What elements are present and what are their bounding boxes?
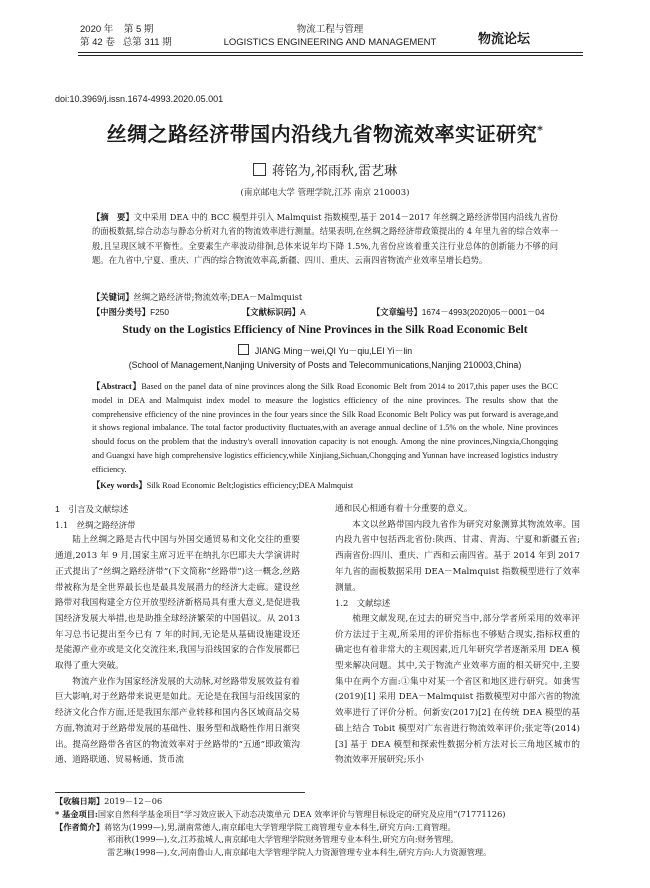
english-abstract-label: 【Abstract】 — [92, 382, 142, 391]
english-keywords-text: Silk Road Economic Belt;logistics efficiency;DEA Malmquist — [146, 481, 354, 490]
english-keywords-label: 【Key words】 — [92, 481, 147, 490]
paragraph: 物流产业作为国家经济发展的大动脉,对丝路带发展效益有着巨大影响,对于丝路带来说更是如此。无论是在我国与沿线国家的经济文化合作方面,还是我国东部产业转移和国内各区域商品交易方面,物流对于丝路带发展的基础性、服务型和战略性作用日渐突出。提高丝路带各省区的物流效率对于丝路带的“五通”即政策沟通、道路联通、贸易畅通、货币流 — [55, 676, 300, 766]
author-box-icon — [253, 163, 266, 176]
author-line — [0, 160, 650, 179]
affiliation: (南京邮电大学 管理学院,江苏 南京 210003) — [240, 188, 410, 198]
abstract-cn — [92, 210, 558, 268]
article-id-value: 1674－4993(2020)05－0001－04 — [421, 307, 545, 317]
title-text: 丝绸之路经济带国内沿线九省物流效率实证研究 — [106, 122, 538, 146]
title-footnote-mark: * — [537, 123, 544, 137]
fund-label: * 基金项目: — [55, 808, 98, 819]
paragraph: 梳理文献发现,在过去的研究当中,部分学者所采用的效率评价方法过于主观,所采用的评价指标也不够贴合现实,指标权重的确定也有着非常大的主观因素,近几年研究学者逐渐采用 DEA 模型来解决问题。其中,关于物流产业效率方面的相关研究中,主要集中在两个方面:①集中对某一个省区和地区进行研究。如龚雪(2019)[1] 采用 DEA－Malmquist 指数模型对中部六省的物流效率进行了评价分析。何新安(2017)[2] 在传统 DEA 模型的基础上结合 Tobit 模型对广东省进行物流效率评价;张定等(2014)[3] 基于 DEA 模型和探索性数据分析方法对长三角地区城市的物流效率开展研究;乐小 — [335, 613, 580, 766]
author-bio-text: 蒋铭为(1999—),男,湖南常德人,南京邮电大学管理学院工商管理专业本科生,研究方向:工商管理。 — [104, 821, 456, 832]
journal-name-en: LOGISTICS ENGINEERING AND MANAGEMENT — [223, 37, 437, 48]
paragraph-continued: 通和民心相通有着十分重要的意义。 — [335, 504, 473, 514]
section-heading-1: 1 引言及文献综述 — [55, 504, 129, 514]
english-abstract-text: Based on the panel data of nine provinces along the Silk Road Economic Belt from 2014 to 2017,this paper uses the BCC model in DEA and Malmquist index model to measure the logistics efficiency of the nine provinces. The results show that the comprehensive efficiency of the nine provinces in the four years since the Silk Road Economic Belt Policy was put forward is average,and it shows regional imbalance. The total factor productivity fluctuates,with an average annual decline of 1.5% on the whole. Nine provinces should focus on the problem that the industry's overall innovation capacity is not enough. Among the nine provinces,Ningxia,Chongqing and Guangxi have high comprehensive logistics efficiency,while Xinjiang,Sichuan,Chongqing and Yunnan have increased logistics industry efficiency. — [92, 382, 558, 474]
clc-label: 【中图分类号】 — [92, 307, 151, 317]
fund-text: 国家自然科学基金项目“学习效应嵌入下动态决策单元 DEA 效率评价与管理目标设定的研究及应用”(71771126) — [97, 808, 506, 819]
total-issue: 总第 311 期 — [122, 37, 172, 48]
english-authors-text: JIANG Ming－wei,QI Yu－qiu,LEI Yi－lin — [254, 346, 413, 356]
issue: 第 5 期 — [123, 24, 154, 35]
abstract-label: 【摘 要】 — [92, 212, 134, 222]
article-id-label: 【文章编号】 — [372, 307, 422, 317]
authors: 蒋铭为,祁雨秋,雷艺琳 — [271, 164, 398, 179]
english-affiliation: (School of Management,Nanjing University of Posts and Telecommunications,Nanjing 210003,China) — [128, 360, 522, 370]
paragraph: 本文以丝路带国内段九省作为研究对象测算其物流效率。国内段九省中包括西北省份:陕西、甘肃、青海、宁夏和新疆五省;西南省份:四川、重庆、广西和云南四省。基于 2014 年到 2017 年九省的面板数据采用 DEA－Malmquist 指数模型进行了效率测量。 — [335, 519, 580, 593]
footnote-rule — [55, 792, 305, 793]
volume: 第 42 卷 — [80, 37, 115, 48]
keywords-en — [92, 479, 558, 491]
footnotes — [55, 795, 600, 859]
subsection-heading-1-2: 1.2 文献综述 — [335, 598, 391, 609]
keywords-label: 【关键词】 — [92, 292, 134, 302]
keywords-cn — [92, 291, 558, 303]
abstract-en — [92, 380, 558, 477]
english-authors — [0, 344, 650, 357]
column-name: 物流论坛 — [478, 31, 531, 46]
journal-header — [0, 0, 650, 64]
keywords-text: 丝绸之路经济带;物流效率;DEA－Malmquist — [133, 292, 303, 302]
received-value: 2019－12－06 — [104, 796, 163, 806]
abstract-text: 文中采用 DEA 中的 BCC 模型并引入 Malmquist 指数模型,基于 2014－2017 年丝绸之路经济带国内沿线九省份的面板数据,综合动态与静态分析对九省的物流效率进行测量。结果表明,在丝绸之路经济带政策提出的 4 年里九省的综合效率一般,且呈现区域不平衡性。全要素生产率波动徘徊,总体来说年均下降 1.5%,九省份应该着重关注行业总体的创新能力不够的问题。在九省中,宁夏、重庆、广西的综合物流效率高,新疆、四川、重庆、云南四省物流产业效率呈增长趋势。 — [92, 212, 558, 266]
doc-code-value: A — [300, 307, 306, 317]
english-title: Study on the Logistics Efficiency of Nine Provinces in the Silk Road Economic Belt — [122, 324, 528, 336]
clc-value: F250 — [150, 307, 170, 317]
english-author-box-icon — [238, 344, 249, 355]
header-rule — [78, 52, 583, 53]
journal-name-cn: 物流工程与管理 — [296, 24, 364, 35]
received-date — [55, 795, 600, 808]
issue-info — [80, 23, 172, 49]
author-bio-1 — [55, 821, 600, 834]
doc-code-label: 【文献标识码】 — [242, 307, 301, 317]
author-bio-2: 祁雨秋(1999—),女,江苏盐城人,南京邮电大学管理学院财务管理专业本科生,研究方向:财务管理。 — [107, 834, 459, 845]
author-bio-3: 雷艺琳(1998—),女,河南鲁山人,南京邮电大学管理学院人力资源管理专业本科生,研究方向:人力资源管理。 — [107, 847, 492, 858]
journal-name — [200, 23, 460, 49]
subsection-heading-1-1: 1.1 丝绸之路经济带 — [55, 519, 136, 530]
body-column-left — [55, 502, 300, 769]
article-title — [40, 118, 610, 147]
received-label: 【收稿日期】 — [55, 796, 105, 806]
author-bio-label: 【作者简介】 — [55, 821, 105, 832]
fund-note — [55, 808, 600, 821]
classification-line — [92, 306, 558, 318]
year: 2020 年 — [80, 24, 114, 35]
paragraph: 陆上丝绸之路是古代中国与外国交通贸易和文化交往的重要通道,2013 年 9 月,国家主席习近平在纳扎尔巴耶夫大学演讲时正式提出了“丝绸之路经济带”(下文简称“丝路带”)这一概念,丝路带被称为是全世界最长也是最具发展潜力的经济大走廊。建设丝路带对我国构建全方位开放型经济新格局具有重大意义,是促进我国经济发展大举措,也是助推全球经济繁荣的中国倡议。从 2013 年习总书记提出至今已有 7 年的时间,无论是从基础设施建设还是能源产业亦或是文化交流往来,我国与沿线国家的合作发展都已取得了重大突破。 — [55, 535, 300, 672]
doi: doi:10.3969/j.issn.1674-4993.2020.05.001 — [55, 94, 224, 104]
body-column-right — [335, 502, 580, 769]
header-rule-thin — [78, 55, 583, 56]
